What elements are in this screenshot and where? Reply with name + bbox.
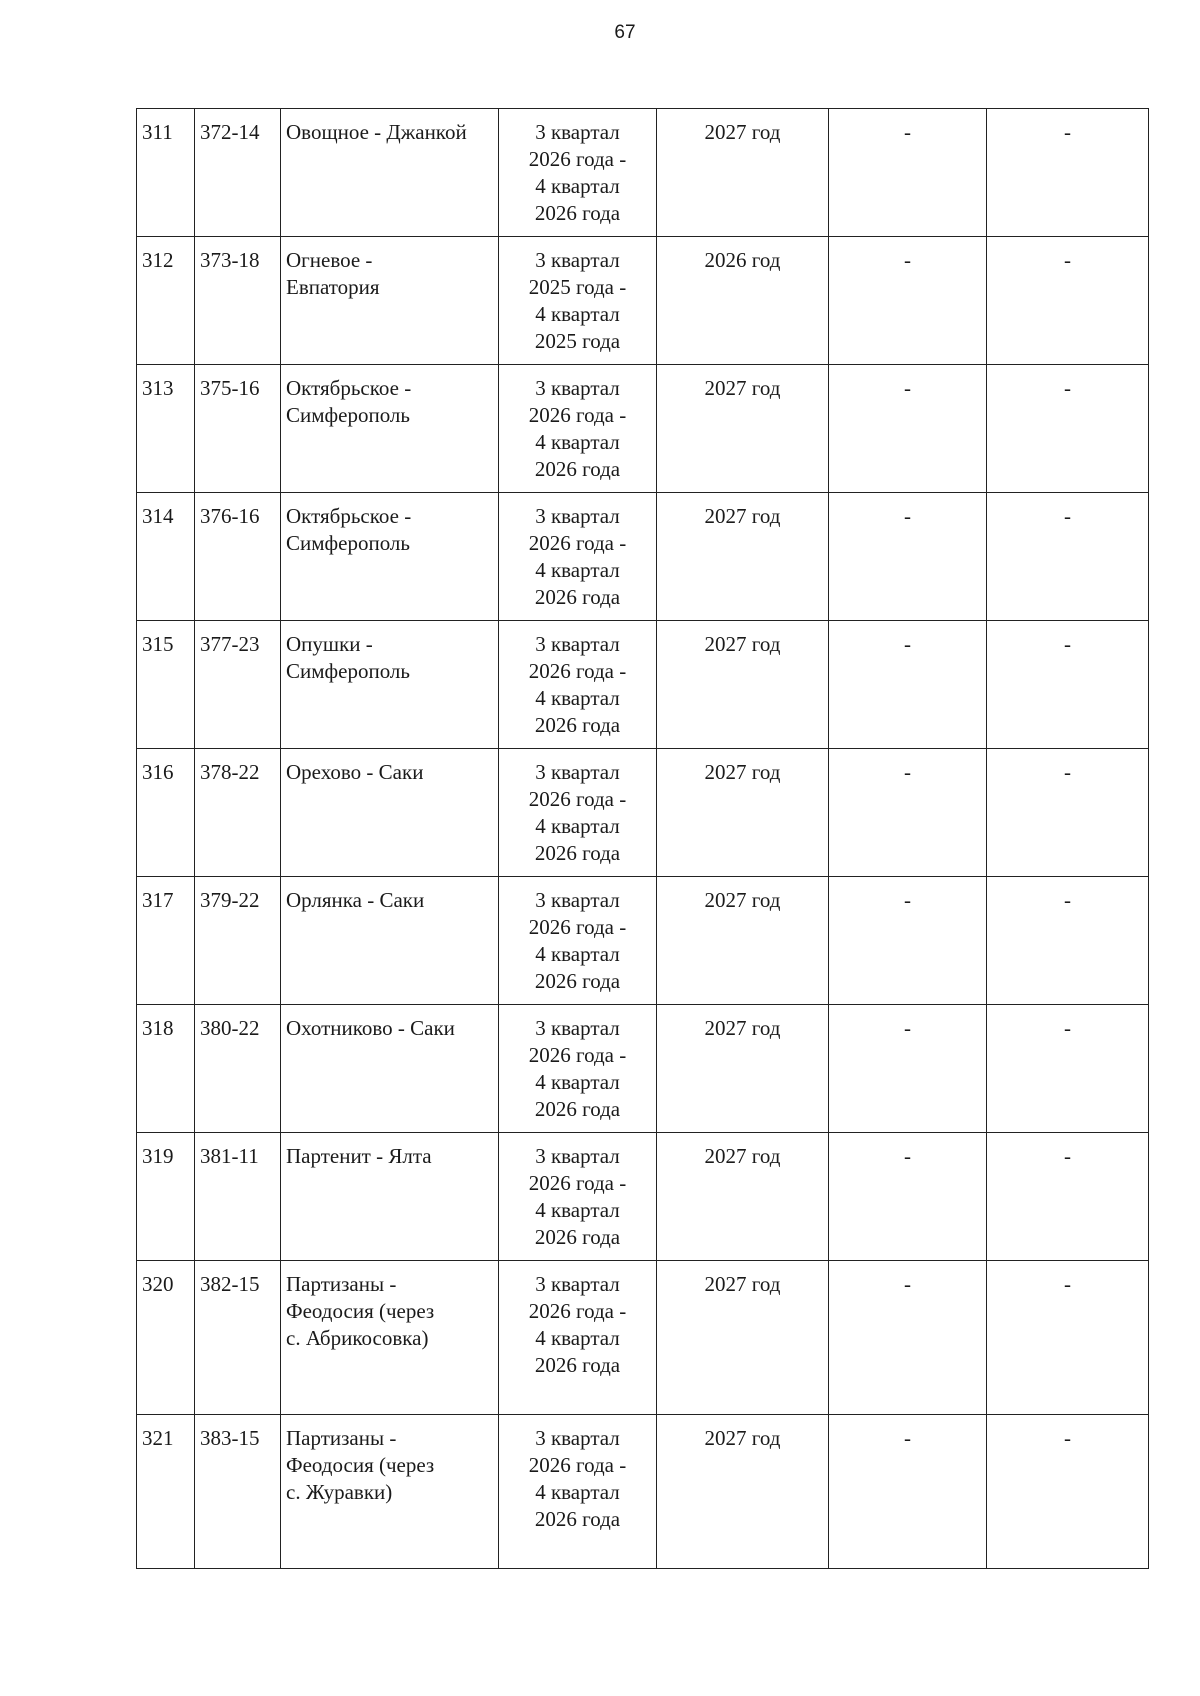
route-name-cell-line: Партизаны - xyxy=(286,1426,397,1450)
route-name-cell-line: Феодосия (через xyxy=(286,1453,435,1477)
period-cell-line: 4 квартал xyxy=(535,1480,620,1504)
row-number-cell: 321 xyxy=(137,1415,195,1569)
period-cell-line: 2026 года - xyxy=(528,147,627,171)
row-number-cell: 318 xyxy=(137,1005,195,1133)
period-cell-line: 4 квартал xyxy=(535,558,620,582)
period-cell-line: 3 квартал xyxy=(535,1016,620,1040)
column-7-cell: - xyxy=(987,1133,1149,1261)
period-cell xyxy=(499,749,657,877)
route-code-cell: 375-16 xyxy=(195,365,281,493)
period-cell-line: 2026 года xyxy=(534,457,621,481)
row-number-cell: 313 xyxy=(137,365,195,493)
column-7-cell: - xyxy=(987,749,1149,877)
route-name-cell-line: Симферополь xyxy=(286,659,410,683)
row-number-cell: 316 xyxy=(137,749,195,877)
period-cell-line: 3 квартал xyxy=(535,760,620,784)
route-code-cell: 380-22 xyxy=(195,1005,281,1133)
year-cell: 2027 год xyxy=(657,365,829,493)
period-cell-line: 2026 года xyxy=(534,1097,621,1121)
period-cell-line: 4 квартал xyxy=(535,942,620,966)
period-cell-line: 2026 года - xyxy=(528,659,627,683)
column-7-cell: - xyxy=(987,1415,1149,1569)
column-7-cell: - xyxy=(987,493,1149,621)
period-cell-line: 2026 года - xyxy=(528,1453,627,1477)
route-name-cell xyxy=(281,749,499,877)
column-6-cell: - xyxy=(829,1005,987,1133)
table-row xyxy=(137,365,1149,493)
period-cell-line: 2026 года xyxy=(534,1507,621,1531)
column-7-cell: - xyxy=(987,365,1149,493)
table-row xyxy=(137,1133,1149,1261)
route-name-cell-line: Феодосия (через xyxy=(286,1299,435,1323)
column-6-cell: - xyxy=(829,1415,987,1569)
period-cell xyxy=(499,877,657,1005)
table-row xyxy=(137,749,1149,877)
route-name-cell-line: с. Абрикосовка) xyxy=(286,1326,429,1350)
period-cell-line: 2026 года xyxy=(534,969,621,993)
column-7-cell: - xyxy=(987,109,1149,237)
column-6-cell: - xyxy=(829,877,987,1005)
column-7-cell: - xyxy=(987,877,1149,1005)
table-row xyxy=(137,493,1149,621)
route-name-cell xyxy=(281,877,499,1005)
period-cell xyxy=(499,365,657,493)
column-6-cell: - xyxy=(829,237,987,365)
route-code-cell: 373-18 xyxy=(195,237,281,365)
row-number-cell: 320 xyxy=(137,1261,195,1415)
column-7-cell: - xyxy=(987,1261,1149,1415)
route-code-cell: 381-11 xyxy=(195,1133,281,1261)
route-name-cell-line: Октябрьское - xyxy=(286,376,412,400)
period-cell-line: 2025 года xyxy=(534,329,621,353)
period-cell-line: 2026 года xyxy=(534,1225,621,1249)
table-body xyxy=(137,109,1149,1569)
year-cell: 2027 год xyxy=(657,493,829,621)
period-cell-line: 2026 года - xyxy=(528,531,627,555)
table-row xyxy=(137,877,1149,1005)
year-cell: 2027 год xyxy=(657,1005,829,1133)
route-name-cell-line: Орлянка - Саки xyxy=(286,888,425,912)
period-cell-line: 4 квартал xyxy=(535,1070,620,1094)
row-number-cell: 314 xyxy=(137,493,195,621)
period-cell-line: 2026 года xyxy=(534,201,621,225)
period-cell xyxy=(499,1261,657,1415)
period-cell-line: 2026 года xyxy=(534,713,621,737)
period-cell xyxy=(499,493,657,621)
period-cell-line: 3 квартал xyxy=(535,504,620,528)
period-cell-line: 4 квартал xyxy=(535,686,620,710)
route-name-cell xyxy=(281,1133,499,1261)
period-cell-line: 4 квартал xyxy=(535,1326,620,1350)
route-name-cell xyxy=(281,1261,499,1415)
route-name-cell xyxy=(281,1005,499,1133)
period-cell-line: 2026 года xyxy=(534,585,621,609)
route-name-cell-line: Партизаны - xyxy=(286,1272,397,1296)
row-number-cell: 317 xyxy=(137,877,195,1005)
period-cell-line: 4 квартал xyxy=(535,1198,620,1222)
table-row xyxy=(137,237,1149,365)
column-6-cell: - xyxy=(829,365,987,493)
route-name-cell-line: Партенит - Ялта xyxy=(286,1144,432,1168)
route-name-cell xyxy=(281,1415,499,1569)
period-cell-line: 3 квартал xyxy=(535,1144,620,1168)
route-name-cell-line: Охотниково - Саки xyxy=(286,1016,455,1040)
column-6-cell: - xyxy=(829,621,987,749)
period-cell xyxy=(499,237,657,365)
period-cell xyxy=(499,1415,657,1569)
route-name-cell xyxy=(281,109,499,237)
row-number-cell: 311 xyxy=(137,109,195,237)
period-cell-line: 2026 года - xyxy=(528,403,627,427)
route-code-cell: 372-14 xyxy=(195,109,281,237)
route-name-cell xyxy=(281,237,499,365)
row-number-cell: 312 xyxy=(137,237,195,365)
period-cell-line: 2026 года - xyxy=(528,915,627,939)
period-cell-line: 2026 года - xyxy=(528,1171,627,1195)
period-cell xyxy=(499,1005,657,1133)
route-name-cell-line: Овощное - Джанкой xyxy=(286,120,467,144)
column-6-cell: - xyxy=(829,1133,987,1261)
route-code-cell: 382-15 xyxy=(195,1261,281,1415)
period-cell-line: 2026 года - xyxy=(528,787,627,811)
period-cell-line: 3 квартал xyxy=(535,120,620,144)
page-number: 67 xyxy=(614,22,636,43)
route-name-cell-line: Огневое - xyxy=(286,248,373,272)
table-row xyxy=(137,621,1149,749)
period-cell-line: 2025 года - xyxy=(528,275,627,299)
column-6-cell: - xyxy=(829,1261,987,1415)
route-code-cell: 376-16 xyxy=(195,493,281,621)
period-cell-line: 2026 года - xyxy=(528,1043,627,1067)
column-7-cell: - xyxy=(987,237,1149,365)
period-cell-line: 4 квартал xyxy=(535,302,620,326)
period-cell-line: 3 квартал xyxy=(535,376,620,400)
column-6-cell: - xyxy=(829,493,987,621)
period-cell-line: 4 квартал xyxy=(535,814,620,838)
period-cell-line: 3 квартал xyxy=(535,1272,620,1296)
column-7-cell: - xyxy=(987,1005,1149,1133)
year-cell: 2027 год xyxy=(657,621,829,749)
route-name-cell xyxy=(281,621,499,749)
period-cell xyxy=(499,109,657,237)
route-code-cell: 378-22 xyxy=(195,749,281,877)
period-cell-line: 2026 года - xyxy=(528,1299,627,1323)
route-code-cell: 383-15 xyxy=(195,1415,281,1569)
period-cell-line: 2026 года xyxy=(534,841,621,865)
year-cell: 2026 год xyxy=(657,237,829,365)
route-name-cell xyxy=(281,365,499,493)
period-cell-line: 3 квартал xyxy=(535,888,620,912)
route-name-cell-line: Евпатория xyxy=(286,275,380,299)
row-number-cell: 315 xyxy=(137,621,195,749)
route-schedule-table xyxy=(136,108,1149,1569)
column-6-cell: - xyxy=(829,749,987,877)
period-cell-line: 2026 года xyxy=(534,1353,621,1377)
table-row xyxy=(137,1005,1149,1133)
table-row xyxy=(137,1415,1149,1569)
route-name-cell xyxy=(281,493,499,621)
period-cell xyxy=(499,621,657,749)
year-cell: 2027 год xyxy=(657,1261,829,1415)
year-cell: 2027 год xyxy=(657,749,829,877)
column-7-cell: - xyxy=(987,621,1149,749)
period-cell-line: 3 квартал xyxy=(535,1426,620,1450)
column-6-cell: - xyxy=(829,109,987,237)
table-row xyxy=(137,1261,1149,1415)
route-name-cell-line: Орехово - Саки xyxy=(286,760,424,784)
route-name-cell-line: Симферополь xyxy=(286,403,410,427)
row-number-cell: 319 xyxy=(137,1133,195,1261)
route-name-cell-line: Опушки - xyxy=(286,632,373,656)
period-cell-line: 3 квартал xyxy=(535,248,620,272)
year-cell: 2027 год xyxy=(657,1133,829,1261)
route-name-cell-line: с. Журавки) xyxy=(286,1480,393,1504)
route-code-cell: 379-22 xyxy=(195,877,281,1005)
year-cell: 2027 год xyxy=(657,109,829,237)
table-row xyxy=(137,109,1149,237)
period-cell-line: 4 квартал xyxy=(535,174,620,198)
period-cell-line: 3 квартал xyxy=(535,632,620,656)
period-cell xyxy=(499,1133,657,1261)
route-name-cell-line: Октябрьское - xyxy=(286,504,412,528)
period-cell-line: 4 квартал xyxy=(535,430,620,454)
route-code-cell: 377-23 xyxy=(195,621,281,749)
route-name-cell-line: Симферополь xyxy=(286,531,410,555)
year-cell: 2027 год xyxy=(657,1415,829,1569)
year-cell: 2027 год xyxy=(657,877,829,1005)
